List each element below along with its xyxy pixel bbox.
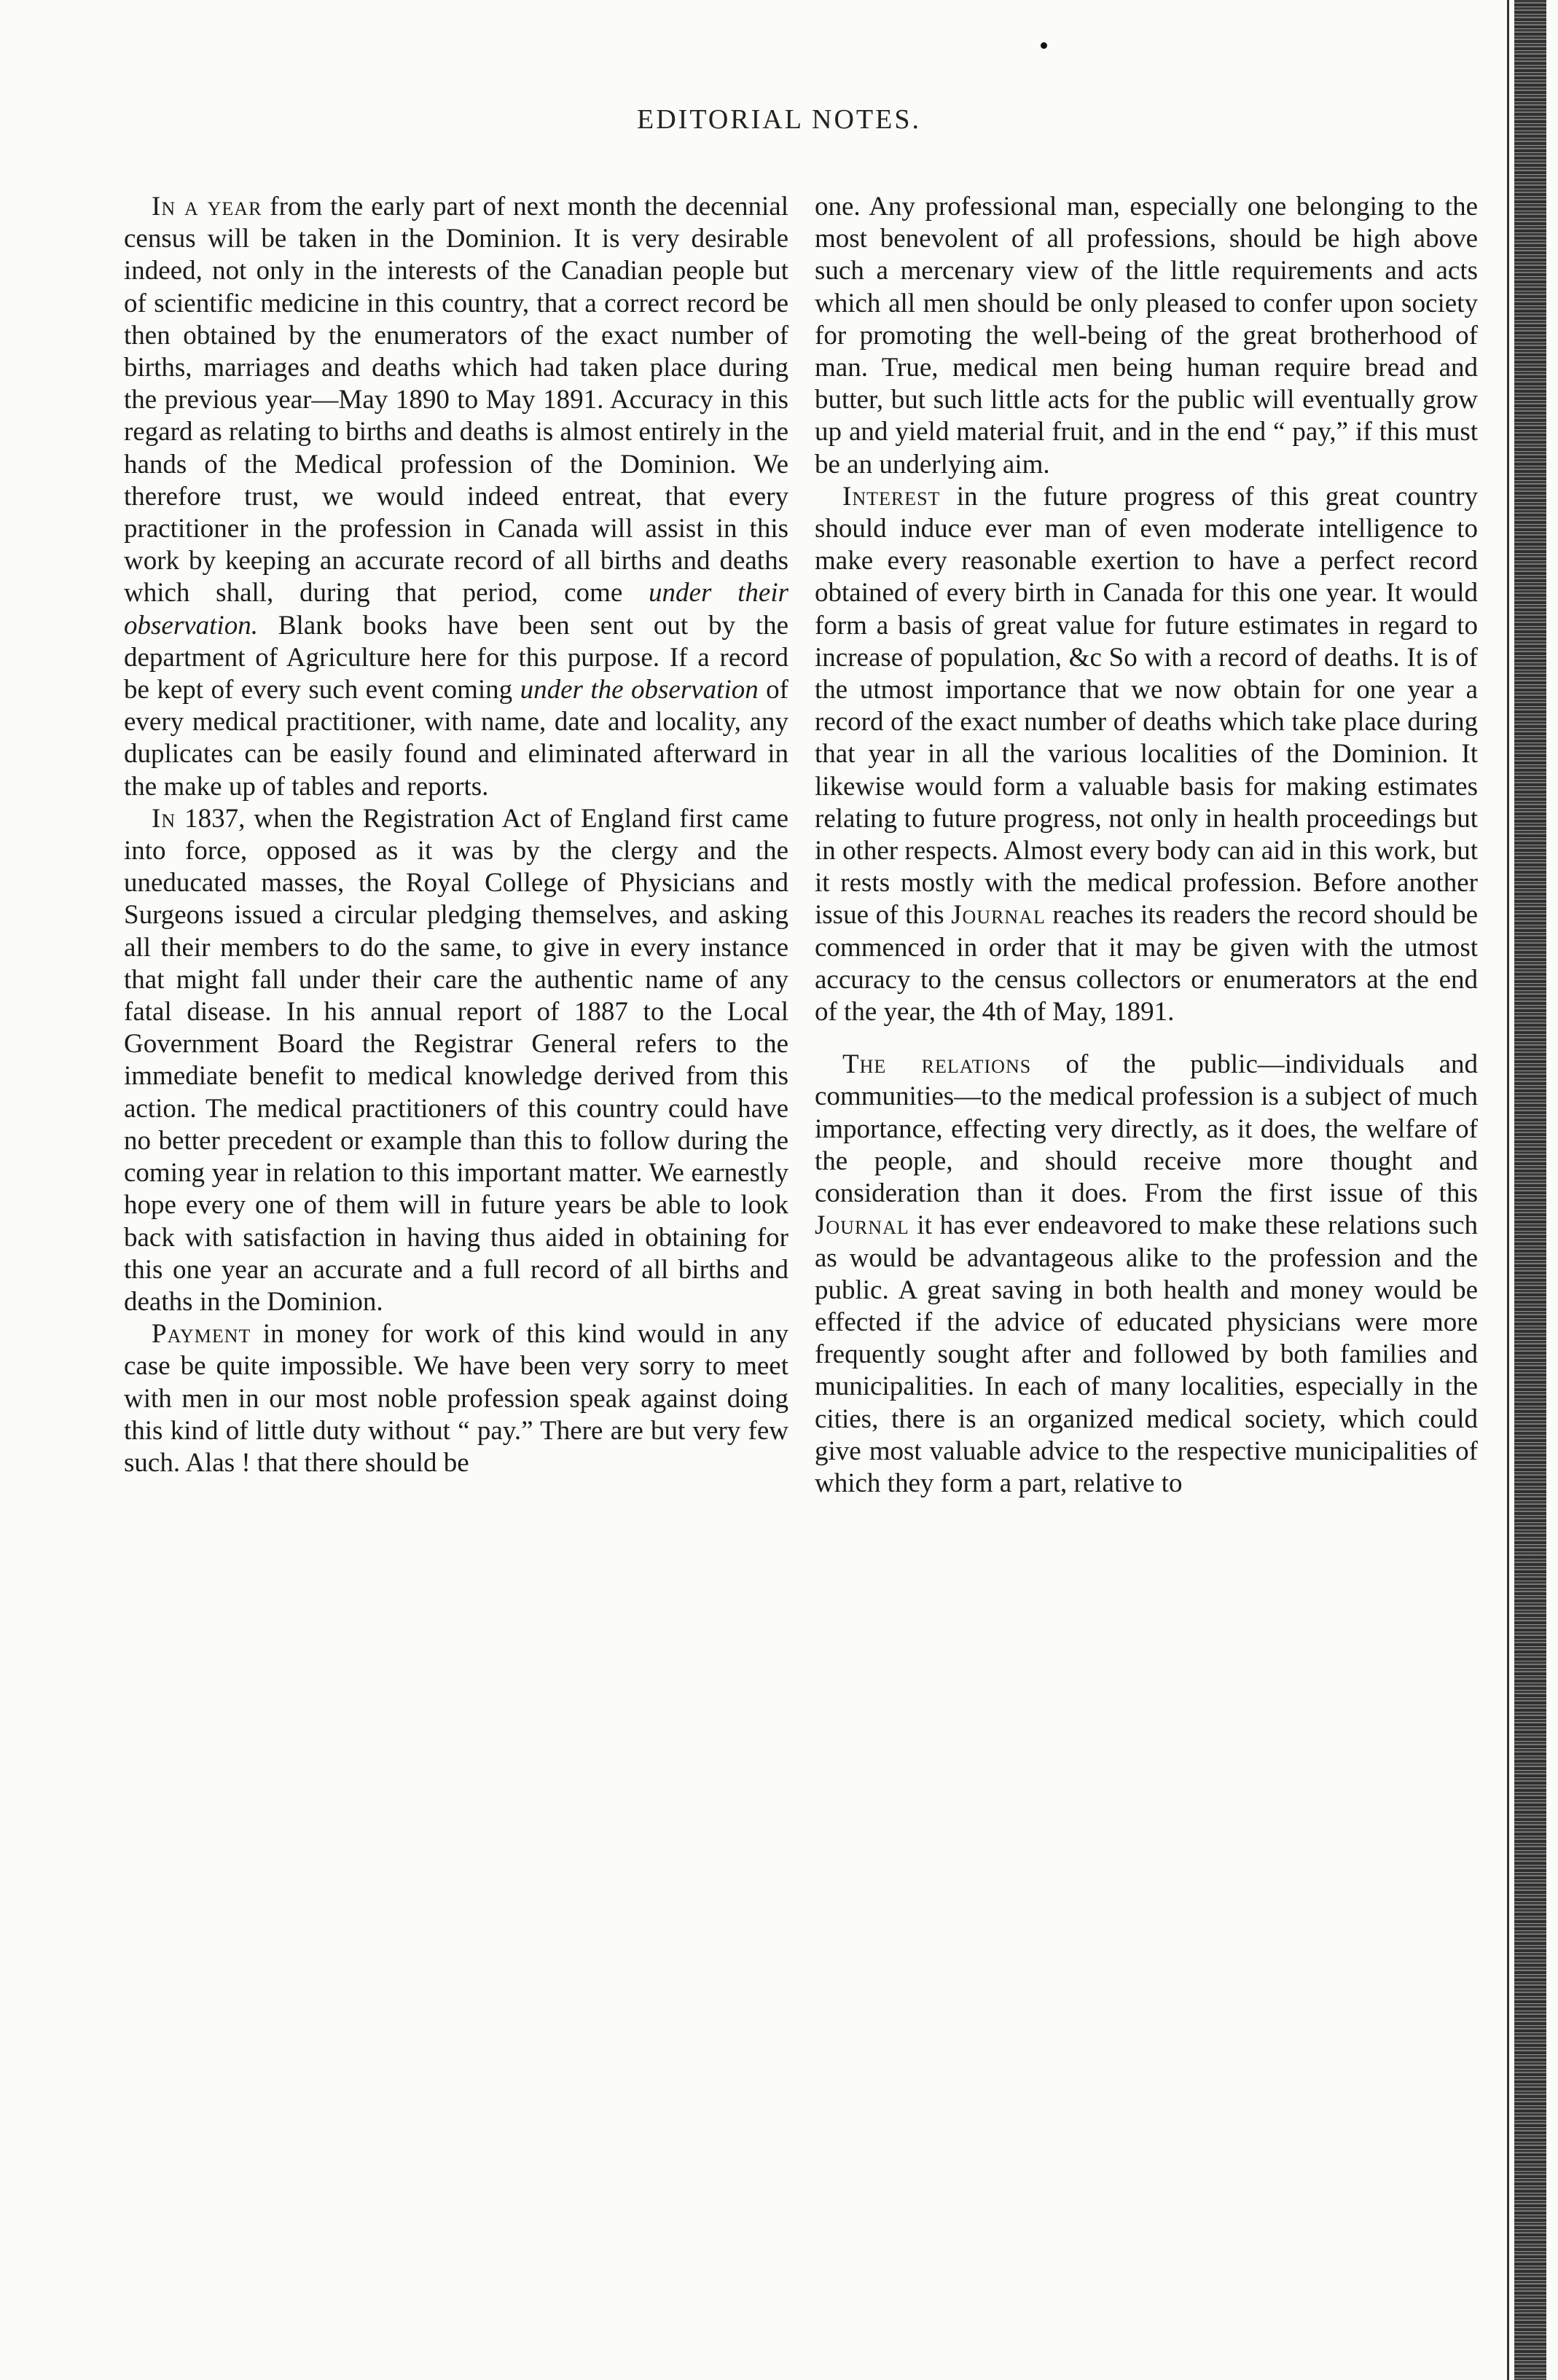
lead-in: Interest xyxy=(842,481,941,512)
lead-in: The relations xyxy=(842,1049,1032,1080)
page-header: EDITORIAL NOTES. xyxy=(637,104,921,135)
paragraph-text: in the future progress of this great country should induce ever man of even moderate intelligence to make every reasonable exertion to have a perfect record obtained of every birth in Canada for this one year. It would form a basis of great value for future estimates in regard to increase of population, &c So with a record of deaths. It is of the utmost importance that we now obtain for one year a record of the exact number of deaths which take place during that year in all the various localities of the Dominion. It likewise would form a valuable basis for making estimates relating to future progress, not only in health proceedings but in other respects. Almost every body can aid in this work, but it rests mostly with the medical profession. Before another issue of this xyxy=(815,481,1478,931)
ink-dot xyxy=(1041,42,1047,49)
lead-in: In xyxy=(152,803,176,834)
scan-binding-edge xyxy=(1514,0,1546,2380)
scan-edge-line xyxy=(1507,0,1509,2380)
italic-phrase: under the observation xyxy=(520,675,759,705)
paragraph-text: of the public—individuals and communities—to the medical profession is a subject of much importance, effecting very directly, as it does, the welfare of the people, and should receive more thought and consideration than it does. From the first issue of this xyxy=(815,1049,1479,1209)
right-column xyxy=(815,191,1478,1500)
interest-paragraph xyxy=(815,481,1478,1028)
journal-name: Journal xyxy=(951,900,1046,931)
journal-name: Journal xyxy=(815,1210,909,1241)
lead-in: Payment xyxy=(152,1319,251,1350)
paragraph-text: Blank books have been sent out by the department of Agriculture here for this purpose. If a record be kept of every such event coming xyxy=(124,610,788,705)
census-paragraph xyxy=(124,191,788,803)
paragraph-text: of every medical practitioner, with name, date and locality, any duplicates can be easily found and eliminated afterward in the make up of tables and reports. xyxy=(124,675,788,802)
paragraph-text: it has ever endeavored to make these relations such as would be advantageous alike to the profession and the public. A great saving in both health and money would be effected if the advice of educated physicians were more frequently sought after and followed by both families and municipalities. In each of many localities, especially in the cities, there is an organized medical society, which could give most valuable advice to the respective municipalities of which they form a part, relative to xyxy=(815,1210,1478,1498)
payment-paragraph xyxy=(124,1318,788,1479)
paragraph-text: 1837, when the Registration Act of England first came into force, opposed as it was by the clergy and the uneducated masses, the Royal College of Physicians and Surgeons issued a circular pledging themselves, and asking all their members to do the same, to give in every instance that might fall under their care the authentic name of any fatal disease. In his annual report of 1887 to the Local Government Board the Registrar General refers to the immediate benefit to medical knowledge derived from this action. The medical practitioners of this country could have no better precedent or example than this to follow during the coming year in relation to this important matter. We earnestly hope every one of them will in future years be able to look back with satisfaction in having thus aided in obtaining for this one year an accurate and a full record of all births and deaths in the Dominion. xyxy=(124,803,788,1317)
paragraph-text: one. Any professional man, especially one belonging to the most benevolent of all professions, should be high above such a mercenary view of the little requirements and acts which all men should be only pleased to confer upon society for promoting the well-being of the great brotherhood of man. True, medical men being human require bread and butter, but such little acts for the public will eventually grow up and yield material fruit, and in the end “ pay,” if this must be an underlying aim. xyxy=(815,192,1478,479)
registration-act-paragraph xyxy=(124,803,788,1318)
relations-paragraph xyxy=(815,1049,1478,1500)
lead-in: In a year xyxy=(152,192,262,222)
payment-continued-paragraph xyxy=(815,191,1478,481)
paragraph-text: reaches its readers the record should be commenced in order that it may be given with the utmost accuracy to the census collectors or enumerators at the end of the year, the 4th of May, 1891. xyxy=(815,900,1479,1027)
italic-phrase: under their observation. xyxy=(124,578,788,641)
left-column xyxy=(124,191,788,1479)
paragraph-text: in money for work of this kind would in any case be quite impossible. We have been very sorry to meet with men in our most noble profession speak against doing this kind of little duty without “ pay.” There are but very few such. Alas ! that there should be xyxy=(124,1319,788,1478)
paragraph-text: from the early part of next month the decennial census will be taken in the Dominion. It is very desirable indeed, not only in the interests of the Canadian people but of scientific medicine in this country, that a correct record be then obtained by the enumerators of the exact number of births, marriages and deaths which had taken place during the previous year—May 1890 to May 1891. Accuracy in this regard as relating to births and deaths is almost entirely in the hands of the Medical profession of the Dominion. We therefore trust, we would indeed entreat, that every practitioner in the profession in Canada will assist in this work by keeping an accurate record of all births and deaths which shall, during that period, come xyxy=(124,192,788,608)
